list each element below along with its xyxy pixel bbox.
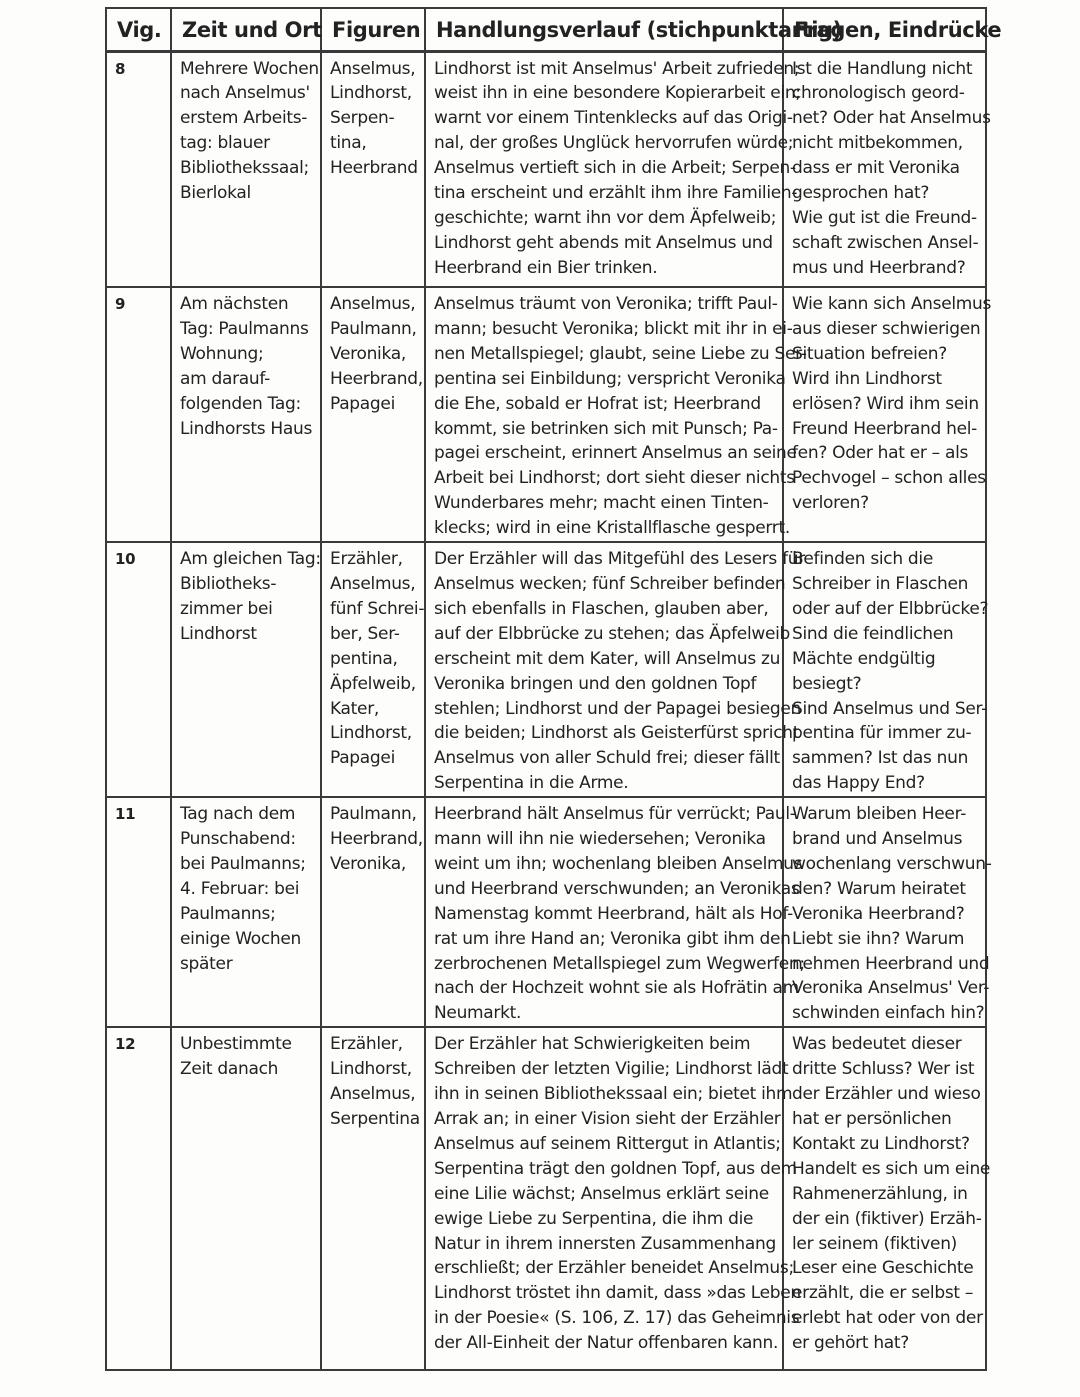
table-body (106, 51, 992, 1370)
cell-line: Wohnung; (180, 343, 264, 364)
cell-line: Freund Heerbrand hel- (792, 418, 978, 439)
header-fragen: Fragen, Eindrücke (783, 8, 986, 51)
cell-line: einige Wochen (180, 928, 302, 949)
cell-line: schaft zwischen Ansel- (792, 232, 979, 253)
cell-line: geschichte; warnt ihn vor dem Äpfelweib; (434, 207, 777, 228)
cell-line: die beiden; Lindhorst als Geisterfürst spricht (434, 723, 800, 744)
cell-line: Veronika bringen und den goldnen Topf (434, 673, 757, 694)
header-figuren: Figuren (321, 8, 425, 51)
cell-line: Anselmus von aller Schuld frei; dieser fällt (434, 748, 780, 769)
cell-line: hat er persönlichen (792, 1109, 952, 1129)
header-row (106, 8, 986, 51)
cell-line: Der Erzähler will das Mitgefühl des Lesers für (434, 549, 805, 570)
cell-line: Kontakt zu Lindhorst? (792, 1133, 970, 1154)
cell-line: Heerbrand (330, 158, 418, 179)
cell-line: erscheint mit dem Kater, will Anselmus zu (434, 648, 781, 669)
cell-zeit-ort (171, 542, 321, 797)
cell-zeit-ort (171, 1027, 321, 1370)
cell-line: Heerbrand, (330, 368, 423, 389)
cell-line: das Happy End? (792, 773, 925, 794)
cell-line: weist ihn in eine besondere Kopierarbeit ein; (434, 83, 801, 104)
cell-line: brand und Anselmus (792, 829, 963, 850)
cell-line: Zeit danach (180, 1059, 279, 1080)
cell-line: Lindhorst geht abends mit Anselmus und (434, 232, 773, 253)
cell-line: Der Erzähler hat Schwierigkeiten beim (434, 1034, 751, 1055)
table-row (106, 1027, 986, 1370)
cell-line: nehmen Heerbrand und (792, 953, 990, 974)
cell-line: Schreiber in Flaschen (792, 573, 969, 594)
cell-line: Heerbrand, (330, 829, 423, 850)
cell-line: Lindhorst, (330, 1059, 412, 1080)
cell-line: bei Paulmanns; (180, 853, 306, 874)
cell-handlung (425, 287, 807, 542)
table-row (106, 287, 986, 542)
cell-line: Serpentina (330, 1109, 420, 1129)
cell-line: besiegt? (792, 673, 862, 694)
cell-line: Sind Anselmus und Ser- (792, 698, 987, 719)
cell-line: wochenlang verschwun- (792, 853, 992, 874)
cell-line: Anselmus vertieft sich in die Arbeit; Serpen- (434, 158, 796, 179)
cell-vig: 9 (106, 287, 171, 542)
cell-line: warnt vor einem Tintenklecks auf das Origi- (434, 108, 793, 129)
cell-line: nen Metallspiegel; glaubt, seine Liebe zu Ser- (434, 343, 807, 364)
cell-fragen (783, 1027, 991, 1370)
cell-line: pentina, (330, 648, 398, 669)
cell-line: verloren? (792, 493, 869, 514)
table-row (106, 542, 986, 797)
cell-line: tina, (330, 133, 367, 154)
table-row (106, 797, 986, 1027)
cell-line: dritte Schluss? Wer ist (792, 1059, 975, 1080)
cell-line: Paulmann, (330, 318, 417, 339)
cell-line: auf der Elbbrücke zu stehen; das Äpfelweib (434, 623, 791, 644)
cell-line: schwinden einfach hin? (792, 1003, 985, 1024)
cell-line: Heerbrand hält Anselmus für verrückt; Paul- (434, 804, 796, 825)
cell-line: Am nächsten (180, 294, 289, 314)
cell-line: fünf Schrei- (330, 598, 425, 619)
cell-line: Was bedeutet dieser (792, 1034, 962, 1055)
cell-line: zimmer bei (180, 598, 273, 619)
header-zeit-ort: Zeit und Ort (171, 8, 321, 51)
cell-line: Anselmus, (330, 58, 416, 79)
cell-line: Schreiben der letzten Vigilie; Lindhorst lädt (434, 1059, 789, 1080)
cell-line: ler seinem (fiktiven) (792, 1233, 958, 1254)
cell-line: rat um ihre Hand an; Veronika gibt ihm den (434, 928, 791, 949)
cell-line: Kater, (330, 698, 379, 719)
cell-line: klecks; wird in eine Kristallflasche gesperrt. (434, 518, 790, 539)
cell-line: Erzähler, (330, 549, 403, 570)
cell-line: Wunderbares mehr; macht einen Tinten- (434, 493, 769, 514)
page-sheet (105, 7, 1002, 1371)
cell-line: Situation befreien? (792, 343, 947, 364)
cell-figuren (321, 287, 425, 542)
cell-line: pentina für immer zu- (792, 723, 972, 744)
cell-line: der ein (fiktiver) Erzäh- (792, 1208, 982, 1229)
cell-line: aus dieser schwierigen (792, 318, 981, 339)
cell-line: Ist die Handlung nicht (792, 58, 973, 79)
cell-line: der All-Einheit der Natur offenbaren kann. (434, 1333, 779, 1354)
cell-line: Handelt es sich um eine (792, 1158, 991, 1179)
cell-line: Rahmenerzählung, in (792, 1183, 968, 1204)
cell-line: erstem Arbeits- (180, 108, 308, 129)
cell-line: Mächte endgültig (792, 648, 936, 669)
cell-handlung (425, 797, 805, 1027)
cell-line: Serpentina in die Arme. (434, 773, 629, 794)
cell-figuren (321, 797, 425, 1027)
cell-line: Wie kann sich Anselmus (792, 294, 992, 314)
cell-line: folgenden Tag: (180, 393, 301, 414)
cell-line: Veronika Anselmus' Ver- (792, 978, 990, 999)
cell-line: eine Lilie wächst; Anselmus erklärt seine (434, 1183, 769, 1204)
cell-line: Bierlokal (180, 183, 251, 204)
cell-zeit-ort (171, 51, 321, 287)
cell-line: pentina sei Einbildung; verspricht Veronika (434, 368, 786, 389)
cell-line: net? Oder hat Anselmus (792, 108, 991, 129)
cell-line: Erzähler, (330, 1034, 403, 1055)
cell-line: Heerbrand ein Bier trinken. (434, 257, 658, 278)
cell-line: mus und Heerbrand? (792, 257, 966, 278)
cell-line: tina erscheint und erzählt ihm ihre Familien- (434, 183, 798, 204)
cell-line: Paulmanns; (180, 903, 276, 924)
cell-line: Serpentina trägt den goldnen Topf, aus dem (434, 1158, 797, 1179)
cell-line: die Ehe, sobald er Hofrat ist; Heerbrand (434, 393, 761, 414)
cell-line: Anselmus, (330, 1084, 416, 1105)
cell-line: sich ebenfalls in Flaschen, glauben aber, (434, 598, 769, 619)
cell-line: Arrak an; in einer Vision sieht der Erzähler (434, 1109, 781, 1129)
cell-line: Veronika, (330, 853, 406, 874)
cell-line: Punschabend: (180, 829, 296, 850)
cell-line: Lindhorst ist mit Anselmus' Arbeit zufrieden; (434, 58, 800, 79)
cell-line: Papagei (330, 393, 395, 414)
cell-line: Papagei (330, 748, 395, 769)
cell-line: erlebt hat oder von der (792, 1308, 983, 1329)
cell-vig: 11 (106, 797, 171, 1027)
cell-line: Veronika, (330, 343, 406, 364)
cell-line: nach Anselmus' (180, 83, 310, 104)
cell-line: Natur in ihrem innersten Zusammenhang (434, 1233, 776, 1254)
cell-line: Äpfelweib, (330, 673, 416, 694)
cell-handlung (425, 51, 801, 287)
cell-line: Anselmus wecken; fünf Schreiber befinden (434, 573, 786, 594)
cell-line: Tag nach dem (180, 804, 296, 825)
cell-line: Lindhorst tröstet ihn damit, dass »das Leben (434, 1283, 801, 1304)
cell-line: sammen? Ist das nun (792, 748, 969, 769)
cell-line: Namenstag kommt Heerbrand, hält als Hof- (434, 903, 793, 924)
cell-line: 4. Februar: bei (180, 878, 300, 899)
cell-line: Warum bleiben Heer- (792, 804, 967, 825)
cell-line: erschließt; der Erzähler beneidet Anselmus; (434, 1258, 794, 1279)
cell-line: Wird ihn Lindhorst (792, 368, 942, 389)
cell-line: Lindhorst (180, 623, 257, 644)
cell-line: Leser eine Geschichte (792, 1258, 974, 1279)
cell-line: nach der Hochzeit wohnt sie als Hofrätin am (434, 978, 799, 999)
cell-line: Lindhorst, (330, 723, 412, 744)
cell-fragen (783, 51, 991, 287)
cell-line: Pechvogel – schon alles (792, 468, 986, 489)
cell-line: kommt, sie betrinken sich mit Punsch; Pa- (434, 418, 778, 439)
cell-line: dass er mit Veronika (792, 158, 960, 179)
cell-line: mann will ihn nie wiedersehen; Veronika (434, 829, 766, 850)
vigilien-table (105, 7, 1002, 1371)
cell-line: später (180, 953, 233, 974)
cell-line: pagei erscheint, erinnert Anselmus an seine (434, 443, 797, 464)
cell-line: Befinden sich die (792, 549, 934, 570)
cell-line: und Heerbrand verschwunden; an Veronikas (434, 878, 800, 899)
cell-line: Anselmus auf seinem Rittergut in Atlantis; (434, 1133, 781, 1154)
cell-line: weint um ihn; wochenlang bleiben Anselmus (434, 853, 803, 874)
cell-zeit-ort (171, 797, 321, 1027)
cell-line: Veronika Heerbrand? (792, 903, 965, 924)
cell-handlung (425, 1027, 801, 1370)
cell-line: Mehrere Wochen (180, 58, 319, 79)
cell-line: Lindhorst, (330, 83, 412, 104)
cell-line: Bibliotheks- (180, 573, 277, 594)
cell-line: der Erzähler und wieso (792, 1084, 981, 1105)
cell-figuren (321, 542, 425, 797)
cell-zeit-ort (171, 287, 321, 542)
cell-handlung (425, 542, 805, 797)
table-row (106, 51, 986, 287)
cell-line: Anselmus, (330, 294, 416, 314)
cell-line: Wie gut ist die Freund- (792, 207, 977, 228)
cell-line: ewige Liebe zu Serpentina, die ihm die (434, 1208, 754, 1229)
cell-line: Anselmus träumt von Veronika; trifft Paul- (434, 294, 778, 314)
cell-line: Am gleichen Tag: (180, 549, 321, 570)
cell-line: erlösen? Wird ihm sein (792, 393, 979, 414)
cell-line: Lindhorsts Haus (180, 418, 313, 439)
cell-vig: 10 (106, 542, 171, 797)
cell-line: fen? Oder hat er – als (792, 443, 969, 464)
cell-line: am darauf- (180, 368, 270, 389)
cell-line: Paulmann, (330, 804, 417, 825)
cell-line: Bibliothekssaal; (180, 158, 309, 179)
cell-line: in der Poesie« (S. 106, Z. 17) das Geheimnis (434, 1308, 800, 1329)
cell-line: gesprochen hat? (792, 183, 930, 204)
cell-figuren (321, 51, 425, 287)
cell-fragen (783, 287, 992, 542)
cell-vig: 12 (106, 1027, 171, 1370)
cell-line: Anselmus, (330, 573, 416, 594)
cell-line: mann; besucht Veronika; blickt mit ihr in ei- (434, 318, 793, 339)
cell-line: stehlen; Lindhorst und der Papagei besiegen (434, 698, 801, 719)
cell-vig: 8 (106, 51, 171, 287)
cell-line: er gehört hat? (792, 1333, 910, 1354)
cell-line: Serpen- (330, 108, 395, 129)
cell-line: chronologisch geord- (792, 83, 965, 104)
cell-line: oder auf der Elbbrücke? (792, 598, 989, 619)
header-handlung: Handlungsverlauf (stichpunktartig) (425, 8, 783, 51)
cell-line: Unbestimmte (180, 1034, 292, 1055)
cell-fragen (783, 797, 992, 1027)
cell-fragen (783, 542, 989, 797)
cell-line: ihn in seinen Bibliothekssaal ein; bietet ihm (434, 1084, 793, 1105)
header-vig: Vig. (106, 8, 171, 51)
cell-line: nal, der großes Unglück hervorrufen würde; (434, 133, 794, 154)
cell-line: nicht mitbekommen, (792, 133, 963, 154)
cell-figuren (321, 1027, 425, 1370)
cell-line: Tag: Paulmanns (180, 318, 309, 339)
cell-line: Neumarkt. (434, 1003, 522, 1024)
cell-line: Liebt sie ihn? Warum (792, 928, 965, 949)
cell-line: erzählt, die er selbst – (792, 1283, 974, 1304)
cell-line: zerbrochenen Metallspiegel zum Wegwerfen; (434, 953, 805, 974)
cell-line: Arbeit bei Lindhorst; dort sieht dieser nichts (434, 468, 795, 489)
cell-line: tag: blauer (180, 133, 270, 154)
cell-line: ber, Ser- (330, 623, 400, 644)
cell-line: Sind die feindlichen (792, 623, 954, 644)
cell-line: den? Warum heiratet (792, 878, 966, 899)
